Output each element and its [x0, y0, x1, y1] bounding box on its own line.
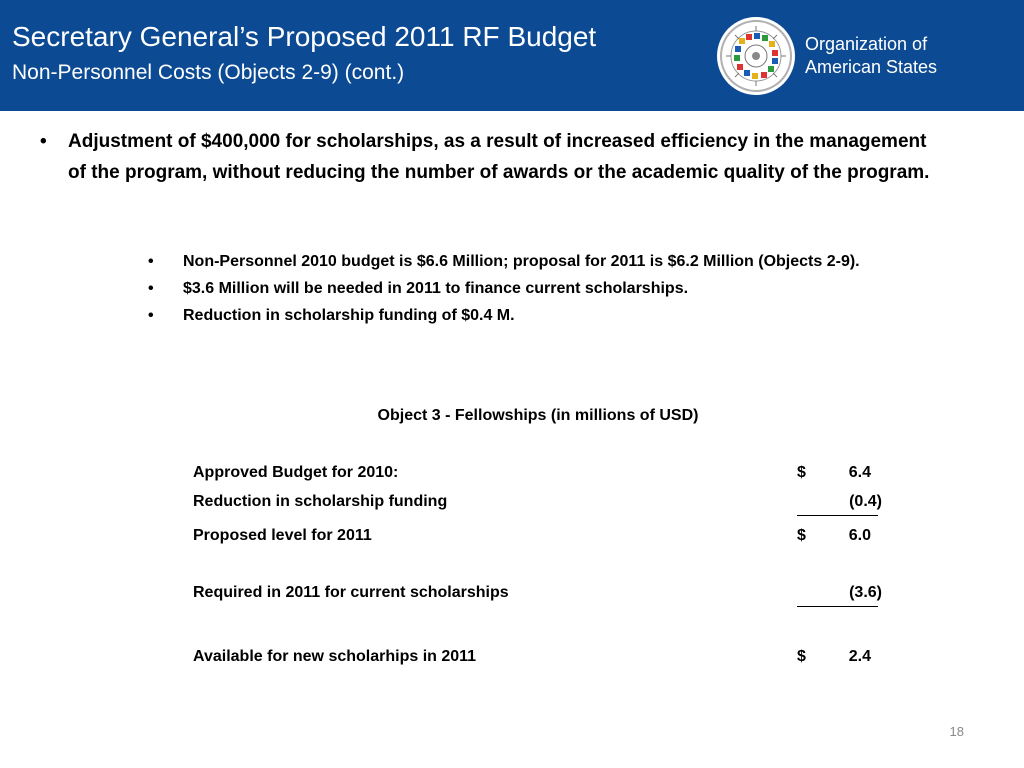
row-amount: 6.0	[848, 527, 871, 544]
row-label: Proposed level for 2011	[193, 527, 372, 544]
row-currency: $	[797, 648, 806, 665]
org-name-line-1: Organization of	[805, 34, 928, 54]
table-row	[193, 489, 893, 515]
row-amount: 2.4	[848, 648, 871, 665]
row-label: Reduction in scholarship funding	[193, 493, 448, 510]
bullet-marker: •	[148, 253, 154, 270]
sub-bullet-text: Non-Personnel 2010 budget is $6.6 Million; proposal for 2011 is $6.2 Million (Objects 2-9).	[183, 253, 860, 270]
fellowships-table-title: Object 3 - Fellowships (in millions of USD)	[377, 407, 699, 424]
main-bullet	[40, 126, 940, 188]
row-currency: $	[797, 527, 806, 544]
subtotal-underline	[797, 515, 878, 516]
slide-header	[0, 0, 1024, 111]
table-row	[193, 580, 893, 606]
bullet-marker: •	[40, 131, 47, 152]
row-amount: 6.4	[848, 464, 871, 481]
sub-bullet-text: Reduction in scholarship funding of $0.4 M.	[183, 307, 515, 324]
main-bullet-text: Adjustment of $400,000 for scholarships, as a result of increased efficiency in the management of the program, without reducing the number of awards or the academic quality of the program.	[68, 131, 930, 183]
row-label: Required in 2011 for current scholarships	[193, 584, 509, 601]
table-row	[193, 523, 893, 549]
row-currency: $	[797, 464, 806, 481]
slide-subtitle: Non-Personnel Costs (Objects 2-9) (cont.)	[12, 61, 405, 84]
org-name-line-2: American States	[805, 57, 938, 77]
sub-bullet	[148, 248, 908, 275]
row-amount: (0.4)	[849, 493, 882, 510]
table-row	[193, 460, 893, 486]
bullet-marker: •	[148, 280, 154, 297]
slide-title: Secretary General’s Proposed 2011 RF Budget	[12, 21, 597, 52]
oas-seal-icon	[716, 16, 796, 96]
table-row	[193, 644, 893, 670]
bullet-marker: •	[148, 307, 154, 324]
page-number: 18	[949, 724, 964, 739]
row-label: Available for new scholarhips in 2011	[193, 648, 477, 665]
sub-bullet-text: $3.6 Million will be needed in 2011 to finance current scholarships.	[183, 280, 689, 297]
subtotal-underline	[797, 606, 878, 607]
organization-name	[805, 33, 937, 79]
row-label: Approved Budget for 2010:	[193, 464, 399, 481]
row-amount: (3.6)	[849, 584, 882, 601]
sub-bullet	[148, 275, 908, 302]
sub-bullet-list	[148, 248, 908, 329]
sub-bullet	[148, 302, 908, 329]
